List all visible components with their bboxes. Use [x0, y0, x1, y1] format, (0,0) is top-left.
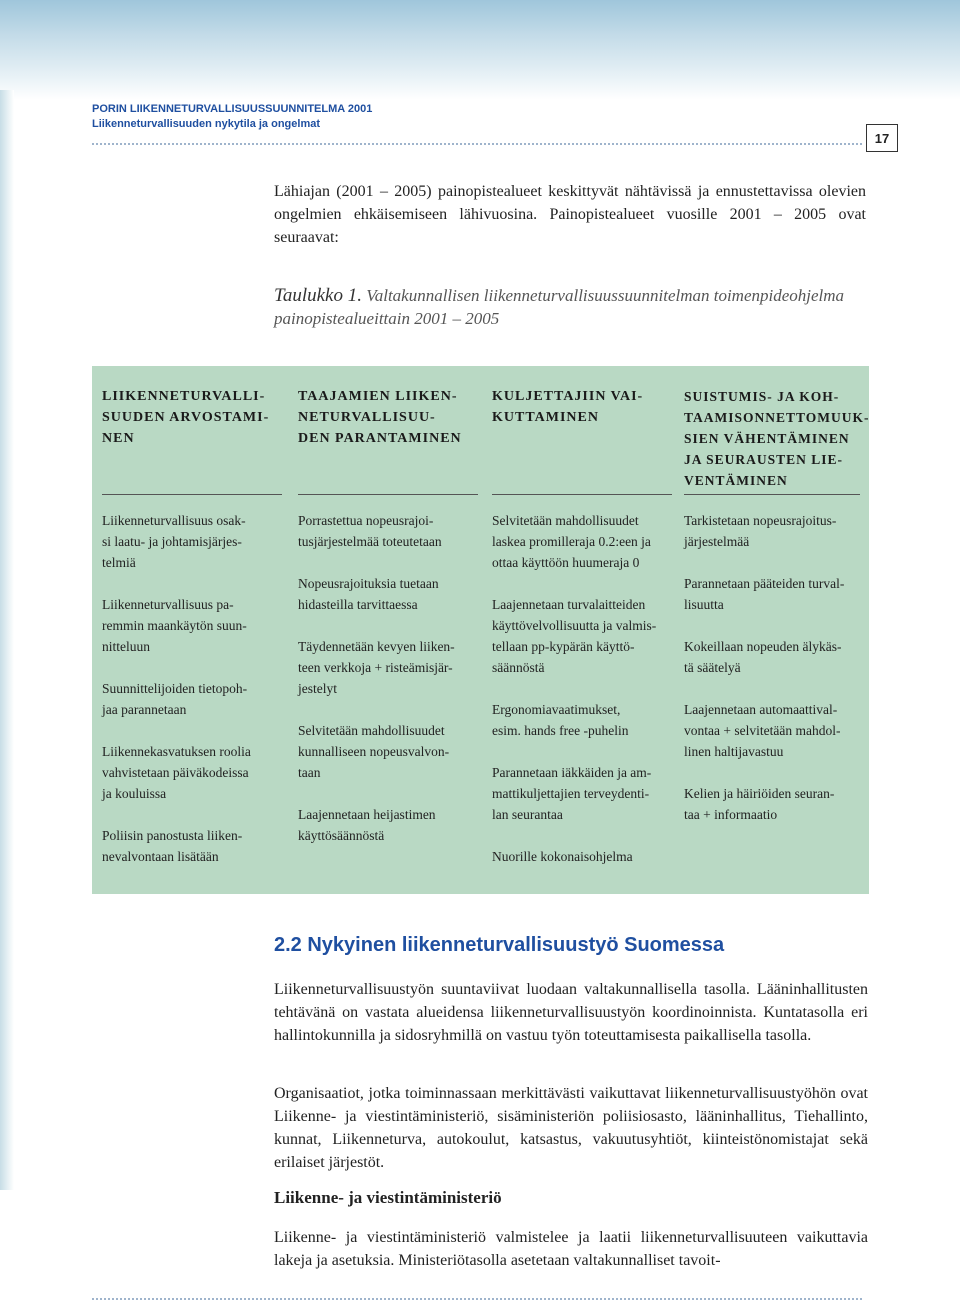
body-paragraph-1: Liikenneturvallisuustyön suuntaviivat luodaan valtakunnallisella tasolla. Lääninhallitusten tehtävänä on vastata alueidensa liikenneturvallisuustyön koordinoinnista. Kuntatasolla eri hallintokunnilla ja sidosryhmillä on vastuu työn toteuttamisesta paikallisella tasolla. [274, 981, 868, 1044]
measures-table [92, 366, 869, 894]
table-cell: Tarkistetaan nopeusrajoitus- järjestelmää [684, 513, 837, 549]
table-cell: Kelien ja häiriöiden seuran- taa + informaatio [684, 786, 835, 822]
table-cell: Suunnittelijoiden tietopoh- jaa parannetaan [102, 681, 248, 717]
column-divider-3 [492, 494, 672, 495]
table-cell: Laajennetaan heijastimen käyttösäännöstä [298, 807, 436, 843]
subsection-heading: Liikenne- ja viestintäministeriö [274, 1188, 502, 1207]
table-cell: Liikennekasvatuksen roolia vahvistetaan päiväkodeissa ja kouluissa [102, 744, 251, 801]
table-cell: Nopeusrajoituksia tuetaan hidasteilla tarvittaessa [298, 576, 439, 612]
page-number: 17 [866, 124, 898, 152]
table-cell: Porrastettua nopeusrajoi- tusjärjestelmää toteutetaan [298, 513, 442, 549]
table-cell: Selvitetään mahdollisuudet kunnalliseen nopeusvalvon- taan [298, 723, 450, 780]
table-cell: Nuorille kokonaisohjelma [492, 849, 633, 864]
column-divider-2 [298, 494, 478, 495]
side-background-image [0, 90, 14, 1190]
table-cell: Liikenneturvallisuus osak- si laatu- ja johtamisjärjes- telmiä [102, 513, 246, 570]
column-2-items [298, 510, 480, 867]
table-cell: Poliisin panostusta liiken- nevalvontaan lisätään [102, 828, 243, 864]
header-dotted-rule [92, 143, 862, 145]
table-caption-text: Valtakunnallisen liikenneturvallisuussuunnitelman toimenpideohjelma painopistealueittain 2001 – 2005 [274, 286, 845, 328]
intro-paragraph: Lähiajan (2001 – 2005) painopistealueet keskittyvät nähtävissä ja ennustettavissa olevien ongelmien ehkäisemiseen lähivuosina. Painopistealueet vuosille 2001 – 2005 ovat seuraavat: [274, 183, 866, 246]
running-header-subtitle: Liikenneturvallisuuden nykytila ja ongelmat [92, 118, 321, 130]
table-cell: Parannetaan pääteiden turval- lisuutta [684, 576, 845, 612]
running-header [92, 102, 372, 132]
column-header-3: KULJETTAJIIN VAI- KUTTAMINEN [492, 389, 644, 425]
table-cell: Kokeillaan nopeuden älykäs- tä säätelyä [684, 639, 842, 675]
column-header-2: TAAJAMIEN LIIKEN- NETURVALLISUU- DEN PARANTAMINEN [298, 389, 462, 446]
column-4-items [684, 510, 866, 846]
column-3-items [492, 510, 674, 888]
column-divider-4 [684, 494, 860, 495]
column-header-4: SUISTUMIS- JA KOH- TAAMISONNETTOMUUK- SIEN VÄHENTÄMINEN JA SEURAUSTEN LIE- VENTÄMINEN [684, 389, 870, 488]
running-header-title: PORIN LIIKENNETURVALLISUUSSUUNNITELMA 2001 [92, 103, 373, 115]
body-paragraph-2: Organisaatiot, jotka toiminnassaan merkittävästi vaikuttavat liikenneturvallisuustyöhön ovat Liikenne- ja viestintäministeriö, sisäministeriön poliisiosasto, lääninhallitus, Tiehallinto, kunnat, Liikenneturva, autokoulut, katsastus, vakuutusyhtiöt, kiinteistönomistajat sekä erilaiset järjestöt. [274, 1085, 868, 1171]
table-cell: Laajennetaan automaattival- vontaa + selvitetään mahdol- linen haltijavastuu [684, 702, 841, 759]
table-caption-label: Taulukko 1. [274, 285, 362, 306]
column-1-items [102, 510, 284, 888]
table-cell: Liikenneturvallisuus pa- remmin maankäytön suun- nitteluun [102, 597, 247, 654]
body-paragraph-3: Liikenne- ja viestintäministeriö valmistelee ja laatii liikenneturvallisuuteen vaikuttavia lakeja ja asetuksia. Ministeriötasolla asetetaan valtakunnalliset tavoit- [274, 1229, 868, 1269]
table-cell: Selvitetään mahdollisuudet laskea promilleraja 0.2:een ja ottaa käyttöön huumeraja 0 [492, 513, 651, 570]
table-cell: Ergonomiavaatimukset, esim. hands free -puhelin [492, 702, 629, 738]
column-header-1: LIIKENNETURVALLI- SUUDEN ARVOSTAMI- NEN [102, 389, 270, 446]
table-cell: Laajennetaan turvalaitteiden käyttövelvollisuutta ja valmis- tellaan pp-kypärän käyttö- säännöstä [492, 597, 657, 675]
table-caption [274, 284, 874, 330]
table-cell: Parannetaan iäkkäiden ja am- mattikuljettajien terveydenti- lan seurantaa [492, 765, 652, 822]
section-heading: 2.2 Nykyinen liikenneturvallisuustyö Suomessa [274, 934, 725, 956]
header-background-image [0, 0, 960, 100]
footer-dotted-rule [92, 1298, 862, 1300]
column-divider-1 [102, 494, 282, 495]
table-cell: Täydennetään kevyen liiken- teen verkkoja + risteämisjär- jestelyt [298, 639, 455, 696]
